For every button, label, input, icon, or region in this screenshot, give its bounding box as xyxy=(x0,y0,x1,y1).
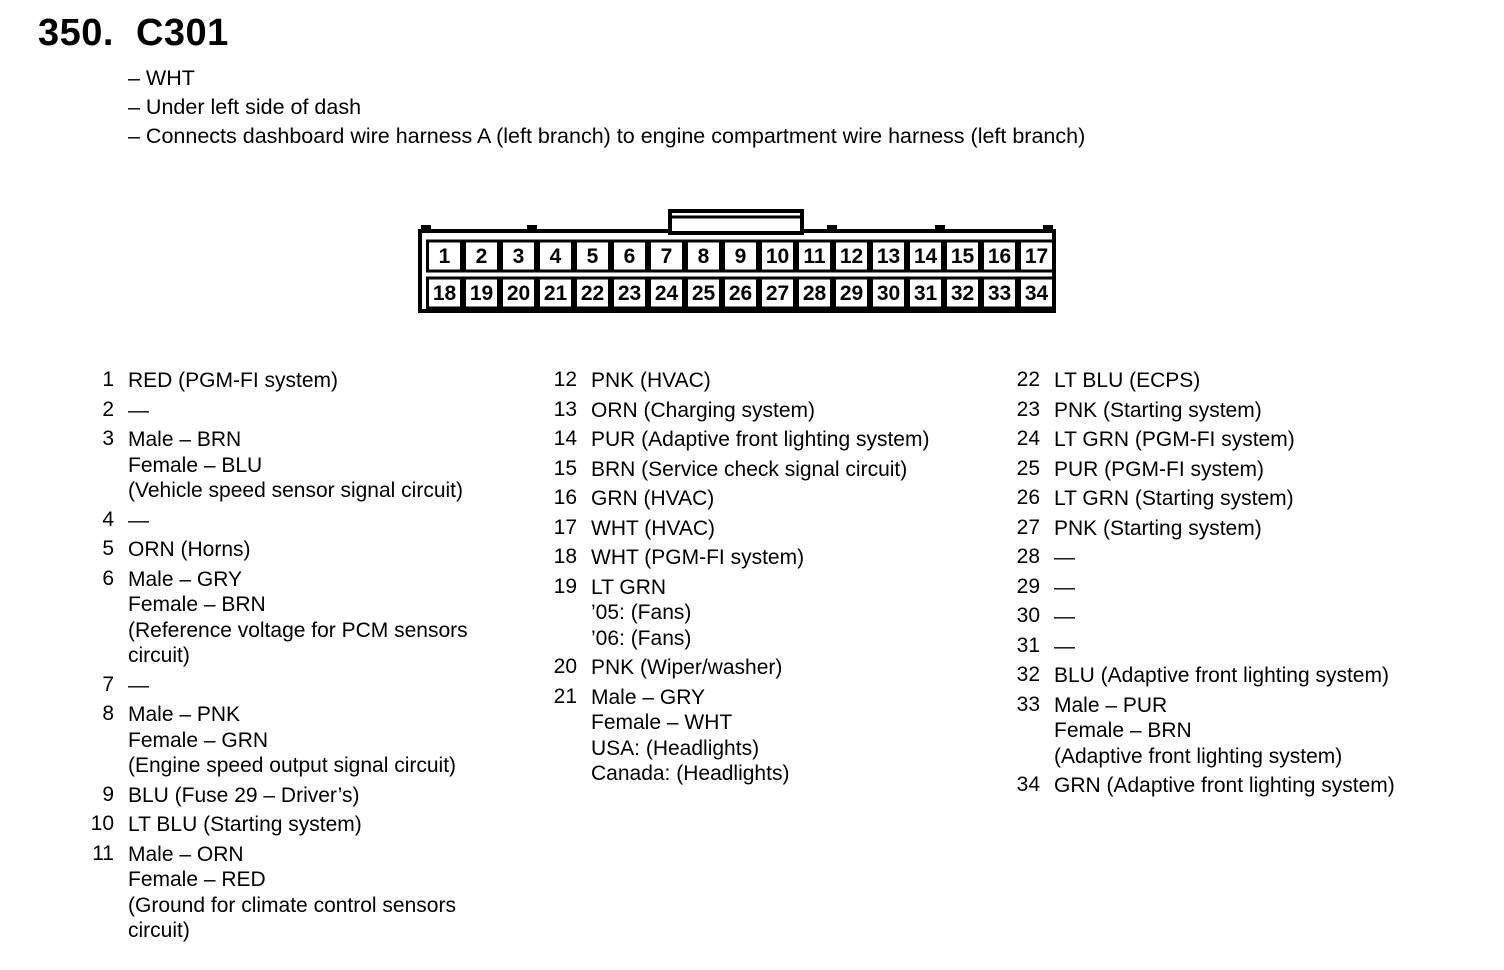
pin-number: 18 xyxy=(553,545,577,568)
pin-label: 8 xyxy=(697,245,710,268)
description-location: – Under left side of dash xyxy=(128,95,362,119)
pin-number: 22 xyxy=(1016,368,1040,391)
pin-entry xyxy=(88,427,468,504)
pin-label: 19 xyxy=(469,282,494,305)
pin-label: 12 xyxy=(839,245,864,268)
pin-description-line: — xyxy=(1054,605,1075,628)
pin-description-line: LT BLU (Starting system) xyxy=(128,813,362,836)
pin-description-line: — xyxy=(128,508,149,532)
pin-entry xyxy=(88,567,468,669)
pin-entry xyxy=(88,508,468,534)
pin-entry xyxy=(88,842,468,944)
pin-description-line: Male – ORN xyxy=(128,842,244,866)
pin-number: 1 xyxy=(102,368,114,391)
pin-entry xyxy=(1014,575,1395,601)
pin-label: 24 xyxy=(654,282,679,305)
pin-number: 20 xyxy=(553,655,577,678)
pin-description-line: Female – WHT xyxy=(591,711,733,734)
pin-entry xyxy=(1014,545,1395,571)
pin-entry xyxy=(551,398,929,424)
pin-label: 15 xyxy=(950,245,975,268)
pin-description-line: LT GRN (Starting system) xyxy=(1054,487,1294,510)
connector-diagram xyxy=(414,203,1064,319)
pin-description-line: PNK (Wiper/washer) xyxy=(591,656,783,679)
pin-description-line: Female – BRN xyxy=(128,593,266,616)
pin-description-line: GRN (Adaptive front lighting system) xyxy=(1054,774,1395,797)
pin-description-line: LT GRN (PGM-FI system) xyxy=(1054,428,1295,451)
pin-number: 19 xyxy=(553,574,577,598)
pin-number: 17 xyxy=(553,515,577,539)
pin-description-line: PNK (HVAC) xyxy=(591,369,711,392)
pin-description-line: Male – GRY xyxy=(591,685,705,709)
pin-number: 13 xyxy=(553,397,577,421)
pin-description-line: USA: (Headlights) xyxy=(591,736,760,760)
connector-latch xyxy=(670,211,802,233)
pin-number: 15 xyxy=(553,456,577,480)
locating-tab xyxy=(935,225,945,233)
locating-tab xyxy=(527,225,537,233)
pin-entry xyxy=(551,457,929,483)
pin-description-line: Male – PUR xyxy=(1054,693,1168,717)
pin-description-line: Female – BRN xyxy=(1054,719,1192,742)
pin-number: 26 xyxy=(1016,486,1040,509)
pin-number: 29 xyxy=(1016,574,1040,598)
locating-tab xyxy=(421,225,431,233)
pin-number: 24 xyxy=(1016,427,1040,450)
pin-description-line: Female – RED xyxy=(128,868,266,891)
pin-entry xyxy=(1014,457,1395,483)
pin-number: 33 xyxy=(1016,692,1040,716)
pin-number: 11 xyxy=(92,841,114,865)
pin-number: 8 xyxy=(102,702,114,725)
pin-number: 3 xyxy=(102,427,114,450)
pin-label: 27 xyxy=(765,282,790,305)
pin-number: 2 xyxy=(102,397,114,421)
pin-label: 21 xyxy=(543,282,568,305)
pin-entry xyxy=(551,655,929,681)
pin-description-line: — xyxy=(1054,546,1075,569)
pin-label: 22 xyxy=(580,282,605,305)
pin-label: 32 xyxy=(950,282,975,305)
pin-number: 9 xyxy=(102,782,114,806)
pin-description-line: circuit) xyxy=(128,644,190,667)
pin-label: 18 xyxy=(432,282,457,305)
pin-label: 1 xyxy=(438,245,451,268)
pin-description-line: ORN (Charging system) xyxy=(591,398,816,422)
pin-description-line: Female – BLU xyxy=(128,453,263,477)
pin-entry xyxy=(88,368,468,394)
pin-description-line: PNK (Starting system) xyxy=(1054,516,1262,540)
pin-label: 9 xyxy=(734,245,747,268)
pin-entry xyxy=(88,702,468,779)
pin-description-line: (Ground for climate control sensors xyxy=(128,893,456,917)
locating-tab xyxy=(1043,225,1053,233)
pin-description-line: BRN (Service check signal circuit) xyxy=(591,457,908,481)
pin-description-line: Male – GRY xyxy=(128,567,242,591)
pin-entry xyxy=(1014,368,1395,394)
pin-entry xyxy=(551,368,929,394)
pin-number: 21 xyxy=(553,684,577,708)
pin-entry xyxy=(88,398,468,424)
pin-entry xyxy=(1014,773,1395,799)
pin-label: 2 xyxy=(475,245,488,268)
pin-label: 23 xyxy=(617,282,642,305)
locating-tab xyxy=(827,225,837,233)
pin-label: 3 xyxy=(512,245,525,268)
pin-list-column-1 xyxy=(88,368,468,948)
pin-number: 25 xyxy=(1016,456,1040,480)
description-connection: – Connects dashboard wire harness A (left branch) to engine compartment wire harness (left branch) xyxy=(128,124,1086,148)
pin-label: 26 xyxy=(728,282,753,305)
pin-label: 29 xyxy=(839,282,864,305)
pin-label: 7 xyxy=(660,245,673,268)
pin-description-line: LT GRN xyxy=(591,575,667,599)
pin-number: 6 xyxy=(102,566,114,590)
pin-number: 14 xyxy=(553,427,577,450)
pin-entry xyxy=(88,673,468,699)
pin-number: 30 xyxy=(1016,604,1040,627)
connector-description xyxy=(128,64,1085,151)
pin-description-line: — xyxy=(128,673,149,697)
pin-description-line: — xyxy=(1054,634,1075,658)
pin-description-line: ’06: (Fans) xyxy=(591,626,692,650)
page-title xyxy=(38,12,229,55)
pin-number: 12 xyxy=(553,368,577,391)
pin-entry xyxy=(1014,486,1395,512)
pin-number: 7 xyxy=(102,672,114,696)
pin-entry xyxy=(1014,663,1395,689)
pin-entry xyxy=(1014,516,1395,542)
pin-description-line: WHT (PGM-FI system) xyxy=(591,546,805,569)
pin-label: 16 xyxy=(987,245,1012,268)
pin-description-line: BLU (Fuse 29 – Driver’s) xyxy=(128,783,360,807)
pin-number: 16 xyxy=(553,486,577,509)
pin-description-line: PNK (Starting system) xyxy=(1054,398,1262,422)
pin-number: 34 xyxy=(1016,773,1040,796)
pin-label: 11 xyxy=(803,245,826,268)
pin-label: 33 xyxy=(987,282,1012,305)
pin-entry xyxy=(88,537,468,563)
pin-entry xyxy=(551,516,929,542)
pin-list-column-2 xyxy=(551,368,929,791)
pin-description-line: (Adaptive front lighting system) xyxy=(1054,744,1343,768)
pin-number: 28 xyxy=(1016,545,1040,568)
pin-label: 6 xyxy=(623,245,636,268)
description-color: – WHT xyxy=(128,66,195,90)
pin-description-line: Female – GRN xyxy=(128,728,269,752)
pin-label: 13 xyxy=(876,245,901,268)
pin-number: 5 xyxy=(102,537,114,560)
pin-entry xyxy=(1014,398,1395,424)
pin-description-line: (Vehicle speed sensor signal circuit) xyxy=(128,479,463,502)
pin-description-line: ORN (Horns) xyxy=(128,538,251,561)
connector-id: C301 xyxy=(135,12,229,54)
pin-label: 10 xyxy=(765,245,790,268)
pin-number: 4 xyxy=(102,507,114,531)
pin-description-line: GRN (HVAC) xyxy=(591,487,715,510)
pin-number: 27 xyxy=(1016,515,1040,539)
pin-description-line: PUR (Adaptive front lighting system) xyxy=(591,428,930,451)
pin-entry xyxy=(1014,427,1395,453)
pin-description-line: (Engine speed output signal circuit) xyxy=(128,754,457,777)
pin-label: 34 xyxy=(1024,282,1049,305)
pin-description-line: Male – PNK xyxy=(128,703,241,726)
pin-entry xyxy=(551,545,929,571)
pin-label: 31 xyxy=(913,282,938,305)
pin-number: 32 xyxy=(1016,663,1040,686)
pin-description-line: LT BLU (ECPS) xyxy=(1054,369,1201,392)
pin-label: 30 xyxy=(876,282,901,305)
pin-entry xyxy=(1014,634,1395,660)
pin-label: 14 xyxy=(913,245,938,268)
pin-label: 25 xyxy=(691,282,716,305)
pin-description-line: PUR (PGM-FI system) xyxy=(1054,457,1264,481)
pin-description-line: — xyxy=(1054,575,1075,599)
pin-entry xyxy=(1014,604,1395,630)
pin-number: 10 xyxy=(90,812,114,835)
pin-description-line: RED (PGM-FI system) xyxy=(128,369,338,392)
pin-list-column-3 xyxy=(1014,368,1395,803)
pin-label: 17 xyxy=(1024,245,1049,268)
pin-description-line: WHT (HVAC) xyxy=(591,516,716,540)
pin-number: 31 xyxy=(1016,633,1040,657)
pin-entry xyxy=(551,685,929,787)
pin-description-line: ’05: (Fans) xyxy=(591,601,692,624)
pin-label: 5 xyxy=(586,245,599,268)
pin-description-line: — xyxy=(128,398,149,422)
pin-label: 4 xyxy=(549,245,562,268)
pin-description-line: circuit) xyxy=(128,919,190,942)
pin-entry xyxy=(551,427,929,453)
pin-description-line: (Reference voltage for PCM sensors xyxy=(128,618,468,642)
pin-description-line: Canada: (Headlights) xyxy=(591,762,790,785)
pin-entry xyxy=(551,486,929,512)
section-number: 350. xyxy=(38,12,114,54)
pin-label: 20 xyxy=(506,282,531,305)
connector-face xyxy=(414,203,1064,319)
pin-entry xyxy=(1014,693,1395,770)
pin-entry xyxy=(551,575,929,652)
pin-number: 23 xyxy=(1016,397,1040,421)
pin-description-line: BLU (Adaptive front lighting system) xyxy=(1054,664,1389,687)
pin-entry xyxy=(88,783,468,809)
pin-description-line: Male – BRN xyxy=(128,428,242,451)
pin-label: 28 xyxy=(802,282,827,305)
pin-entry xyxy=(88,812,468,838)
